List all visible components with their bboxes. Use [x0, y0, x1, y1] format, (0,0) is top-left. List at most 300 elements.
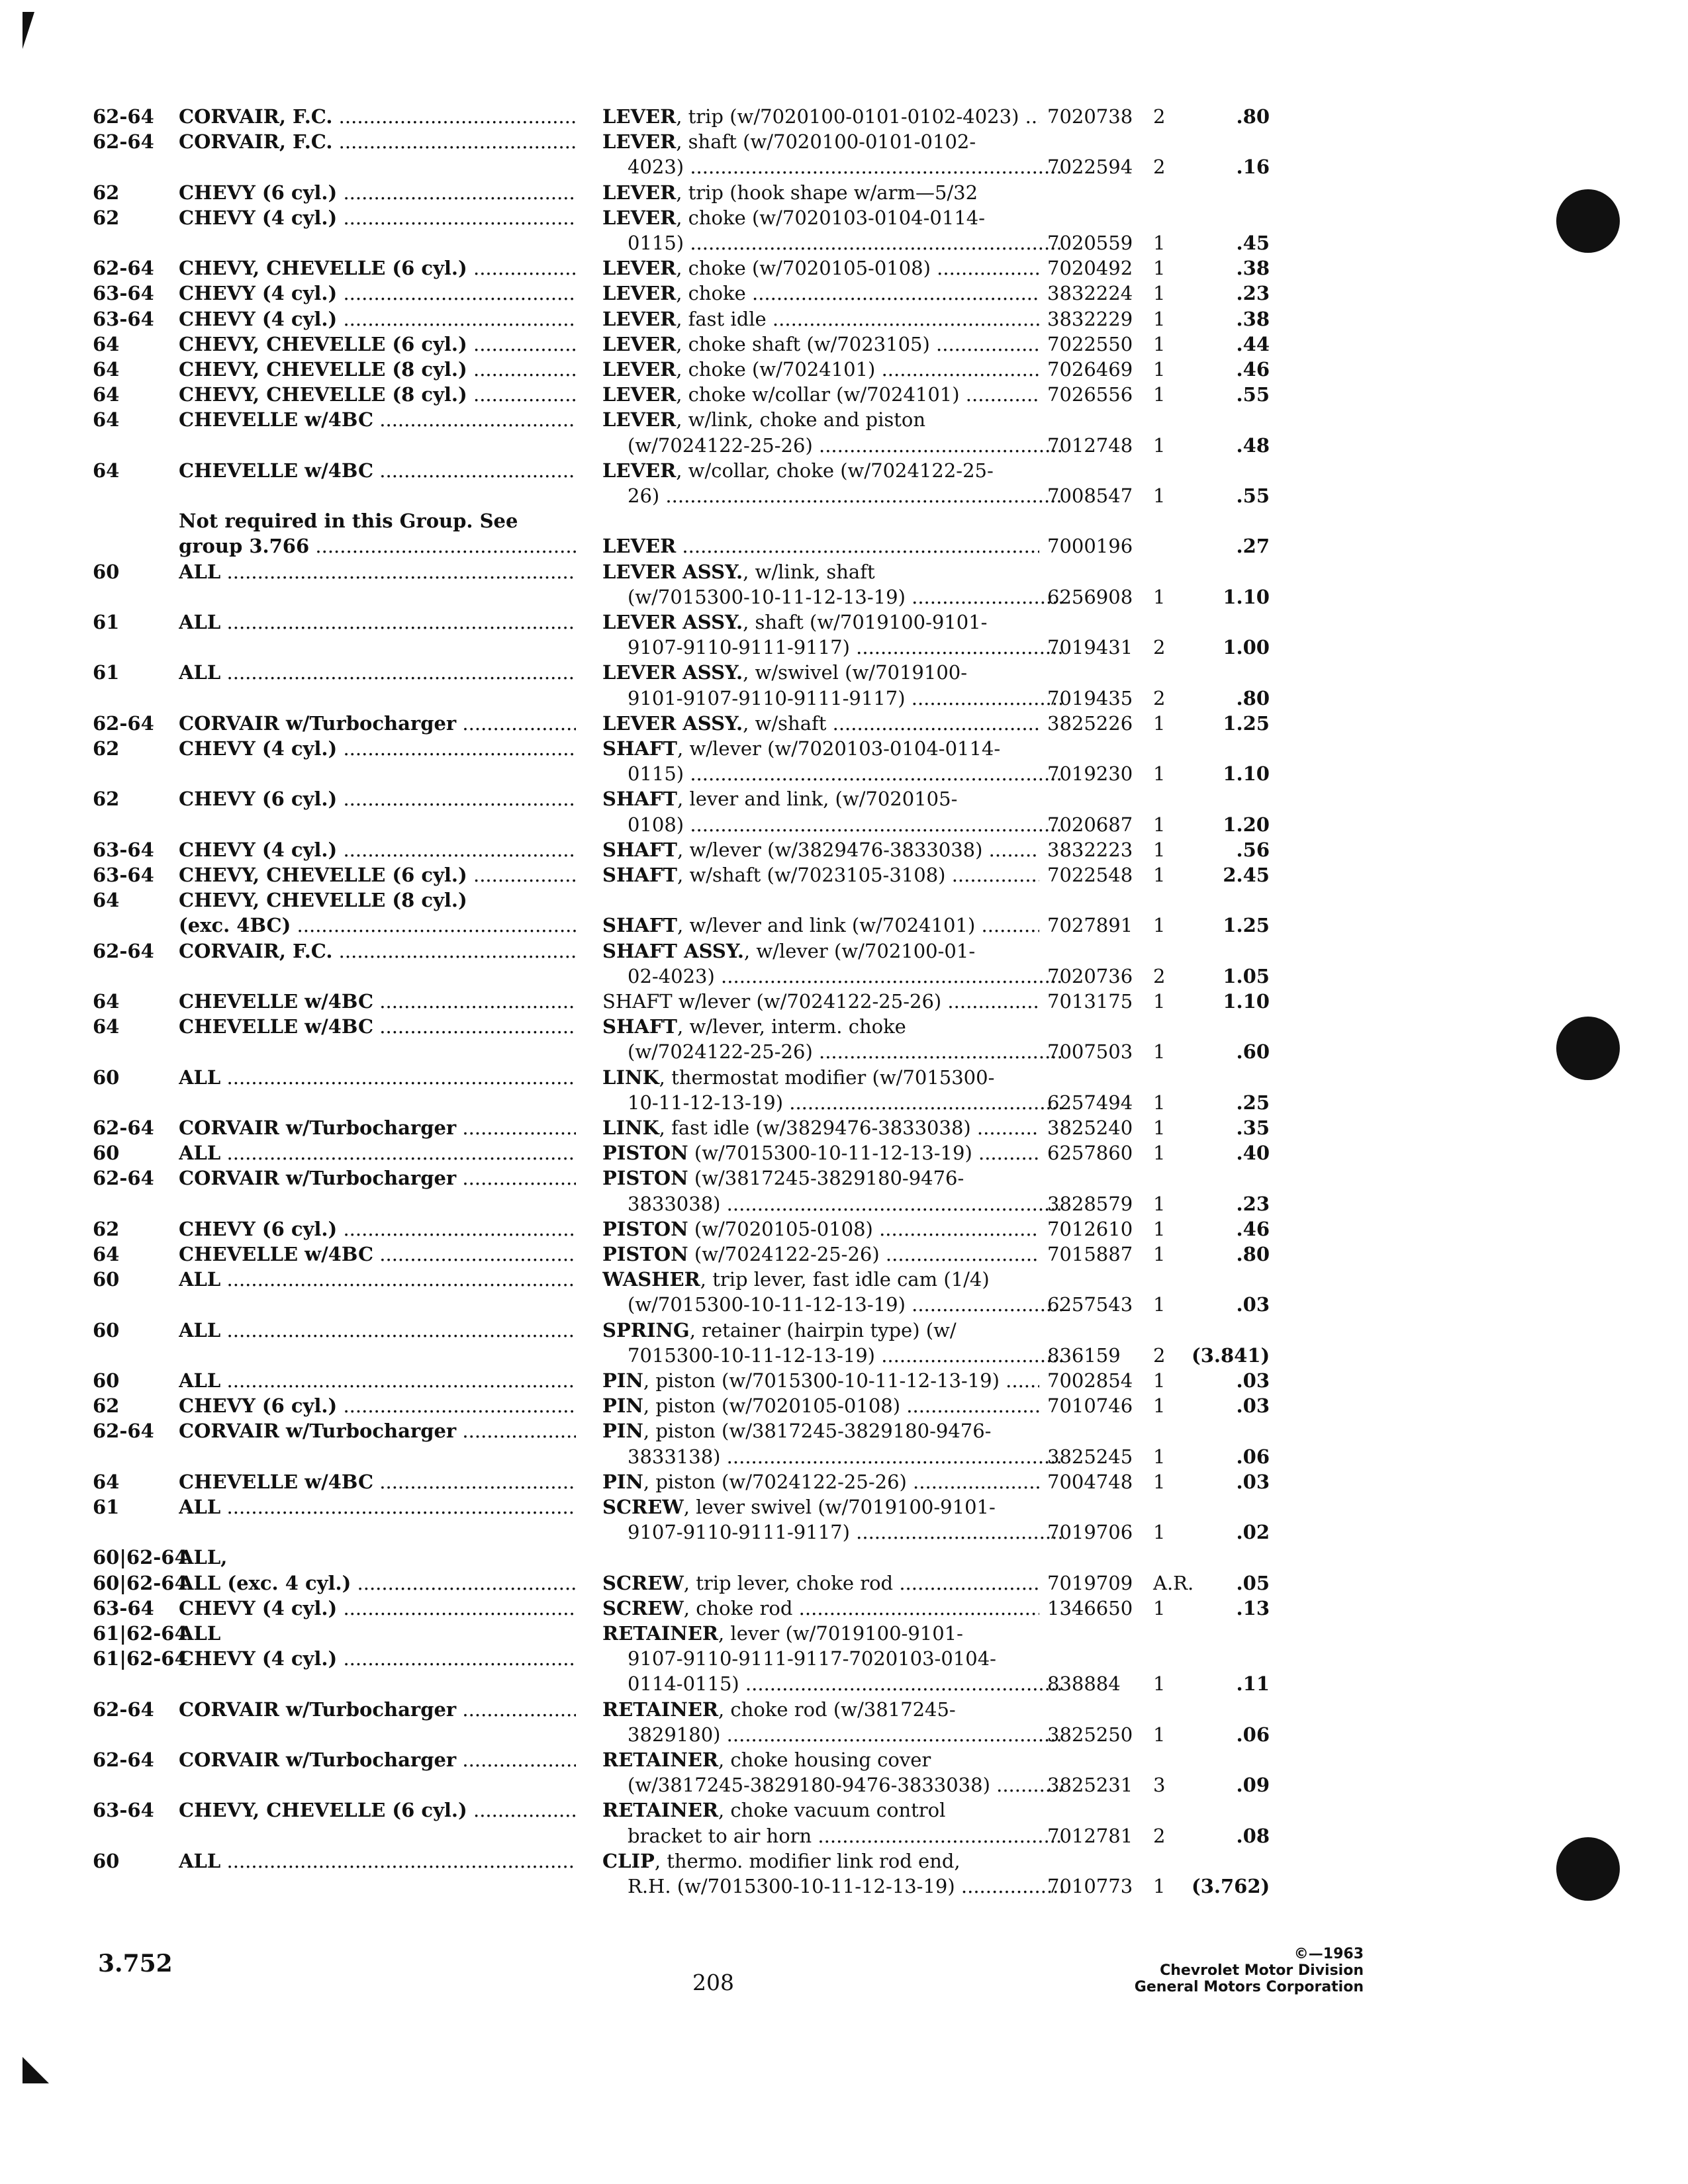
row-description: SHAFT, w/lever, interm. choke — [602, 1015, 906, 1038]
row-quantity: 1 — [1153, 1875, 1166, 1897]
row-quantity: 1 — [1153, 232, 1166, 254]
row-description: R.H. (w/7015300-10-11-12-13-19) ..... — [602, 1874, 1064, 1898]
row-model: ALL ..... — [179, 560, 576, 584]
row-part-number: 7019706 — [1047, 1521, 1133, 1544]
row-price: 1.25 — [1223, 711, 1270, 735]
row-quantity: 1 — [1153, 358, 1166, 381]
row-quantity: 2 — [1153, 156, 1166, 179]
publisher-credit — [1125, 1946, 1364, 1995]
row-quantity: 2 — [1153, 964, 1166, 987]
row-description: LEVER, trip (hook shape w/arm—5/32 — [602, 181, 978, 204]
row-quantity: 1 — [1153, 1723, 1166, 1746]
row-quantity: 1 — [1153, 585, 1166, 608]
row-price: .40 — [1236, 1142, 1270, 1165]
corporation-name: General Motors Corporation — [1134, 1979, 1364, 1995]
row-year: 64 — [93, 1243, 120, 1265]
row-year: 62 — [93, 206, 120, 229]
page-number: 208 — [692, 1970, 734, 1995]
row-price: .08 — [1236, 1824, 1270, 1847]
row-quantity: 1 — [1153, 914, 1166, 937]
row-quantity: 1 — [1153, 1394, 1166, 1418]
row-description: (w/7024122-25-26) ..... — [602, 433, 1064, 457]
row-description: LINK, fast idle (w/3829476-3833038) ..... — [602, 1116, 1039, 1140]
row-year: 62-64 — [93, 105, 154, 128]
row-year: 62 — [93, 1394, 120, 1418]
row-model: CHEVY, CHEVELLE (6 cyl.) ..... — [179, 332, 576, 356]
row-part-number: 7019435 — [1047, 686, 1133, 709]
row-part-number: 7027891 — [1047, 914, 1133, 937]
row-part-number: 7004748 — [1047, 1470, 1133, 1493]
row-model: CHEVY (4 cyl.) ..... — [179, 1647, 576, 1670]
row-model: ALL ..... — [179, 1495, 576, 1519]
row-part-number: 7019230 — [1047, 762, 1133, 786]
row-description: 02-4023) ..... — [602, 964, 1064, 988]
row-year: 63-64 — [93, 1596, 154, 1619]
row-description: LEVER, choke shaft (w/7023105) ..... — [602, 332, 1039, 356]
row-model: CHEVY, CHEVELLE (8 cyl.) — [179, 889, 467, 912]
copyright-notice: ©—1963 — [1293, 1946, 1364, 1962]
row-price: .48 — [1236, 433, 1270, 457]
row-description: LEVER, w/collar, choke (w/7024122-25- — [602, 459, 994, 482]
row-description: 0114-0115) ..... — [602, 1672, 1064, 1696]
row-part-number: 3825250 — [1047, 1723, 1133, 1746]
row-quantity: 1 — [1153, 990, 1166, 1013]
row-part-number: 7020687 — [1047, 813, 1133, 836]
row-model: ALL ..... — [179, 1318, 576, 1342]
row-model: ALL ..... — [179, 1369, 576, 1392]
group-number: 3.752 — [98, 1950, 173, 1978]
row-model: CORVAIR w/Turbocharger ..... — [179, 1698, 576, 1721]
row-part-number: 6256908 — [1047, 585, 1133, 608]
row-description: LEVER, trip (w/7020100-0101-0102-4023) ..... — [602, 105, 1039, 128]
row-description: PISTON (w/7024122-25-26) ..... — [602, 1242, 1039, 1266]
row-price: .02 — [1236, 1521, 1270, 1544]
row-price: 1.10 — [1223, 585, 1270, 608]
row-year: 61 — [93, 1496, 120, 1518]
row-model: ALL (exc. 4 cyl.) ..... — [179, 1571, 576, 1595]
row-year: 63-64 — [93, 282, 154, 305]
row-description: SCREW, trip lever, choke rod ..... — [602, 1571, 1039, 1595]
row-quantity: 1 — [1153, 1116, 1166, 1139]
row-model: CHEVY (4 cyl.) ..... — [179, 206, 576, 230]
row-part-number: 836159 — [1047, 1343, 1121, 1367]
row-model: CORVAIR, F.C. ..... — [179, 130, 576, 154]
row-part-number: 3832223 — [1047, 838, 1133, 861]
row-year: 64 — [93, 990, 120, 1013]
row-quantity: 2 — [1153, 686, 1166, 709]
row-part-number: 7020559 — [1047, 232, 1133, 254]
row-year: 60 — [93, 1369, 120, 1392]
row-quantity: 1 — [1153, 1040, 1166, 1064]
row-quantity: A.R. — [1153, 1571, 1194, 1594]
row-description: LEVER, choke (w/7020103-0104-0114- — [602, 206, 986, 229]
row-year: 60|62-64 — [93, 1546, 188, 1569]
row-description: 26) ..... — [602, 484, 1064, 508]
row-price: .46 — [1236, 358, 1270, 381]
row-price: 1.00 — [1223, 636, 1270, 659]
row-model: CORVAIR, F.C. ..... — [179, 939, 576, 963]
row-model: CHEVY (4 cyl.) ..... — [179, 737, 576, 760]
row-part-number: 7002854 — [1047, 1369, 1133, 1392]
row-model: CORVAIR, F.C. ..... — [179, 105, 576, 128]
row-price: 1.10 — [1223, 762, 1270, 786]
row-price: .80 — [1236, 1243, 1270, 1265]
row-part-number: 3828579 — [1047, 1192, 1133, 1215]
row-price: .23 — [1236, 282, 1270, 305]
row-description: RETAINER, choke housing cover — [602, 1749, 931, 1771]
row-quantity: 1 — [1153, 1142, 1166, 1165]
row-year: 62 — [93, 181, 120, 204]
row-quantity: 1 — [1153, 1596, 1166, 1619]
row-price: .38 — [1236, 257, 1270, 280]
row-model: (exc. 4BC) ..... — [179, 913, 576, 937]
row-description: bracket to air horn ..... — [602, 1824, 1064, 1848]
row-part-number: 7012748 — [1047, 433, 1133, 457]
row-model: CHEVY, CHEVELLE (6 cyl.) ..... — [179, 863, 576, 887]
row-part-number: 7020738 — [1047, 105, 1133, 128]
row-year: 63-64 — [93, 1799, 154, 1822]
row-year: 60 — [93, 1318, 120, 1342]
row-description: 3829180) ..... — [602, 1723, 1064, 1747]
row-description: WASHER, trip lever, fast idle cam (1/4) — [602, 1268, 990, 1291]
row-model: CORVAIR w/Turbocharger ..... — [179, 711, 576, 735]
row-quantity: 2 — [1153, 1343, 1166, 1367]
row-model: CORVAIR w/Turbocharger ..... — [179, 1166, 576, 1190]
row-price: .44 — [1236, 332, 1270, 355]
row-description: SHAFT, w/lever (w/7020103-0104-0114- — [602, 737, 1001, 760]
row-year: 60 — [93, 560, 120, 583]
row-description: RETAINER, choke vacuum control — [602, 1799, 946, 1822]
row-description: SCREW, choke rod ..... — [602, 1596, 1039, 1620]
row-price: .46 — [1236, 1217, 1270, 1240]
row-description: (w/7015300-10-11-12-13-19) ..... — [602, 1293, 1064, 1316]
row-model: CHEVELLE w/4BC ..... — [179, 408, 576, 432]
row-model: CHEVY, CHEVELLE (6 cyl.) ..... — [179, 1798, 576, 1822]
row-quantity: 2 — [1153, 1824, 1166, 1847]
row-part-number: 3825226 — [1047, 711, 1133, 735]
row-part-number: 7015887 — [1047, 1243, 1133, 1265]
row-year: 62 — [93, 788, 120, 811]
row-description: SPRING, retainer (hairpin type) (w/ — [602, 1318, 957, 1342]
row-year: 61|62-64 — [93, 1647, 188, 1670]
row-model: CHEVELLE w/4BC ..... — [179, 1470, 576, 1494]
row-description: SHAFT, lever and link, (w/7020105- — [602, 788, 958, 811]
row-description: SHAFT, w/shaft (w/7023105-3108) ..... — [602, 863, 1039, 887]
row-quantity: 1 — [1153, 762, 1166, 786]
row-description: 9107-9110-9111-9117) ..... — [602, 1520, 1064, 1544]
row-quantity: 3 — [1153, 1774, 1166, 1797]
row-year: 60 — [93, 1849, 120, 1872]
row-description: PISTON (w/3817245-3829180-9476- — [602, 1167, 964, 1190]
row-model: CHEVY, CHEVELLE (6 cyl.) ..... — [179, 256, 576, 280]
row-description: 9107-9110-9111-9117-7020103-0104- — [628, 1647, 996, 1670]
row-part-number: 6257494 — [1047, 1091, 1133, 1114]
row-price: .03 — [1236, 1293, 1270, 1316]
row-quantity: 1 — [1153, 1293, 1166, 1316]
row-description: LEVER, choke (w/7024101) ..... — [602, 357, 1039, 381]
row-model: ALL ..... — [179, 1141, 576, 1165]
row-price: .03 — [1236, 1369, 1270, 1392]
row-price: 1.20 — [1223, 813, 1270, 836]
row-description: CLIP, thermo. modifier link rod end, — [602, 1849, 961, 1872]
row-price: 1.25 — [1223, 914, 1270, 937]
row-year: 62-64 — [93, 257, 154, 280]
row-quantity: 2 — [1153, 636, 1166, 659]
row-description: LEVER ASSY., shaft (w/7019100-9101- — [602, 611, 988, 633]
row-model: CHEVY (4 cyl.) ..... — [179, 838, 576, 862]
row-model: CHEVY (4 cyl.) ..... — [179, 1596, 576, 1620]
row-part-number: 7007503 — [1047, 1040, 1133, 1064]
row-description: 4023) ..... — [602, 155, 1064, 179]
row-quantity: 1 — [1153, 282, 1166, 305]
row-year: 62 — [93, 1217, 120, 1240]
row-price: 2.45 — [1223, 864, 1270, 886]
row-part-number: 6257860 — [1047, 1142, 1133, 1165]
row-model: CHEVELLE w/4BC ..... — [179, 989, 576, 1013]
row-year: 64 — [93, 332, 120, 355]
row-year: 62-64 — [93, 939, 154, 962]
row-quantity: 1 — [1153, 864, 1166, 886]
row-description: LEVER, choke ..... — [602, 281, 1039, 305]
row-year: 62-64 — [93, 1420, 154, 1443]
row-model: ALL ..... — [179, 1849, 576, 1873]
row-price: .80 — [1236, 105, 1270, 128]
row-price: .38 — [1236, 307, 1270, 330]
row-description: 9101-9107-9110-9111-9117) ..... — [602, 686, 1064, 710]
row-description: SCREW, lever swivel (w/7019100-9101- — [602, 1496, 996, 1518]
row-description: LEVER, fast idle ..... — [602, 307, 1039, 331]
row-part-number: 7022550 — [1047, 332, 1133, 355]
row-year: 60 — [93, 1066, 120, 1089]
row-description: SHAFT w/lever (w/7024122-25-26) ..... — [602, 989, 1039, 1013]
row-quantity: 1 — [1153, 332, 1166, 355]
row-description: LEVER ASSY., w/swivel (w/7019100- — [602, 661, 968, 684]
row-year: 62-64 — [93, 1749, 154, 1771]
row-description: SHAFT, w/lever (w/3829476-3833038) ..... — [602, 838, 1039, 862]
row-year: 61|62-64 — [93, 1622, 188, 1645]
row-description: 0115) ..... — [602, 231, 1064, 255]
row-model: CHEVELLE w/4BC ..... — [179, 1015, 576, 1038]
row-description: 0115) ..... — [602, 762, 1064, 786]
row-quantity: 1 — [1153, 1243, 1166, 1265]
row-quantity: 1 — [1153, 484, 1166, 507]
row-model: CHEVY, CHEVELLE (8 cyl.) ..... — [179, 383, 576, 406]
row-model: CHEVY (4 cyl.) ..... — [179, 281, 576, 305]
row-description: LEVER, w/link, choke and piston — [602, 408, 926, 432]
row-description: LEVER ASSY., w/shaft ..... — [602, 711, 1039, 735]
row-quantity: 1 — [1153, 1470, 1166, 1493]
row-price: (3.762) — [1192, 1875, 1270, 1897]
row-part-number: 7019431 — [1047, 636, 1133, 659]
row-description: (w/3817245-3829180-9476-3833038) ..... — [602, 1773, 1064, 1797]
row-year: 61 — [93, 611, 120, 633]
row-price: .11 — [1236, 1672, 1270, 1696]
row-price: .56 — [1236, 838, 1270, 861]
row-quantity: 1 — [1153, 838, 1166, 861]
row-part-number: 7020492 — [1047, 257, 1133, 280]
row-year: 62 — [93, 737, 120, 760]
row-model: ALL, — [179, 1546, 228, 1569]
row-model: ALL ..... — [179, 1267, 576, 1291]
row-quantity: 1 — [1153, 813, 1166, 836]
row-year: 61 — [93, 661, 120, 684]
row-year: 64 — [93, 459, 120, 482]
row-part-number: 7022594 — [1047, 156, 1133, 179]
row-model: CHEVY (6 cyl.) ..... — [179, 1394, 576, 1418]
row-year: 62-64 — [93, 1116, 154, 1139]
row-description: LEVER ..... — [602, 534, 1039, 558]
row-description: PISTON (w/7015300-10-11-12-13-19) ..... — [602, 1141, 1039, 1165]
row-part-number: 1346650 — [1047, 1596, 1133, 1619]
row-price: .03 — [1236, 1470, 1270, 1493]
row-price: .25 — [1236, 1091, 1270, 1114]
row-part-number: 7012610 — [1047, 1217, 1133, 1240]
row-year: 63-64 — [93, 838, 154, 861]
row-quantity: 1 — [1153, 433, 1166, 457]
row-description: 3833038) ..... — [602, 1192, 1064, 1216]
row-price: .03 — [1236, 1394, 1270, 1418]
row-description: 3833138) ..... — [602, 1445, 1064, 1469]
row-year: 62-64 — [93, 711, 154, 735]
row-part-number: 838884 — [1047, 1672, 1121, 1696]
row-description: LEVER, choke w/collar (w/7024101) ..... — [602, 383, 1039, 406]
row-quantity: 2 — [1153, 105, 1166, 128]
row-model: CHEVY (6 cyl.) ..... — [179, 1217, 576, 1241]
row-description: PIN, piston (w/7024122-25-26) ..... — [602, 1470, 1039, 1494]
row-part-number: 7026556 — [1047, 383, 1133, 406]
row-year: 60 — [93, 1142, 120, 1165]
row-year: 62-64 — [93, 1698, 154, 1721]
row-part-number: 3825240 — [1047, 1116, 1133, 1139]
row-description: RETAINER, lever (w/7019100-9101- — [602, 1622, 963, 1645]
row-price: .35 — [1236, 1116, 1270, 1139]
row-part-number: 7022548 — [1047, 864, 1133, 886]
row-year: 62-64 — [93, 1167, 154, 1190]
row-price: .23 — [1236, 1192, 1270, 1215]
row-part-number: 3832229 — [1047, 307, 1133, 330]
row-year: 62-64 — [93, 130, 154, 154]
row-price: .09 — [1236, 1774, 1270, 1797]
row-price: .60 — [1236, 1040, 1270, 1064]
row-description: (w/7015300-10-11-12-13-19) ..... — [602, 585, 1064, 609]
row-model: CHEVY (6 cyl.) ..... — [179, 787, 576, 811]
row-year: 64 — [93, 408, 120, 432]
row-model: CHEVELLE w/4BC ..... — [179, 1242, 576, 1266]
row-description: LEVER ASSY., w/link, shaft — [602, 560, 875, 583]
row-price: .45 — [1236, 232, 1270, 254]
row-description: LINK, thermostat modifier (w/7015300- — [602, 1066, 995, 1089]
row-part-number: 7019709 — [1047, 1571, 1133, 1594]
row-price: .06 — [1236, 1723, 1270, 1746]
row-year: 64 — [93, 1015, 120, 1038]
row-description: PIN, piston (w/7015300-10-11-12-13-19) ..... — [602, 1369, 1039, 1392]
row-description: SHAFT ASSY., w/lever (w/702100-01- — [602, 939, 976, 962]
row-model: CORVAIR w/Turbocharger ..... — [179, 1116, 576, 1140]
row-year: 60 — [93, 1268, 120, 1291]
row-description: (w/7024122-25-26) ..... — [602, 1040, 1064, 1064]
row-part-number: 7010773 — [1047, 1875, 1133, 1897]
row-quantity: 1 — [1153, 1521, 1166, 1544]
row-year: 64 — [93, 358, 120, 381]
row-model: CHEVELLE w/4BC ..... — [179, 459, 576, 482]
row-description: LEVER, choke (w/7020105-0108) ..... — [602, 256, 1039, 280]
row-model: group 3.766 ..... — [179, 534, 576, 558]
row-quantity: 1 — [1153, 1217, 1166, 1240]
row-model: ALL ..... — [179, 1066, 576, 1089]
row-year: 64 — [93, 383, 120, 406]
row-price: .05 — [1236, 1571, 1270, 1594]
row-year: 64 — [93, 889, 120, 912]
row-part-number: 7008547 — [1047, 484, 1133, 507]
row-price: .55 — [1236, 484, 1270, 507]
division-name: Chevrolet Motor Division — [1160, 1962, 1364, 1979]
row-model: CORVAIR w/Turbocharger ..... — [179, 1748, 576, 1772]
row-quantity: 1 — [1153, 257, 1166, 280]
row-price: (3.841) — [1192, 1343, 1270, 1367]
row-description: PISTON (w/7020105-0108) ..... — [602, 1217, 1039, 1241]
row-part-number: 3825245 — [1047, 1445, 1133, 1468]
row-model: ALL ..... — [179, 660, 576, 684]
row-description: RETAINER, choke rod (w/3817245- — [602, 1698, 956, 1721]
row-part-number: 7026469 — [1047, 358, 1133, 381]
row-quantity: 1 — [1153, 1091, 1166, 1114]
row-quantity: 1 — [1153, 1672, 1166, 1696]
row-model: ALL ..... — [179, 610, 576, 634]
row-model: CORVAIR w/Turbocharger ..... — [179, 1419, 576, 1443]
row-quantity: 1 — [1153, 1192, 1166, 1215]
row-price: .13 — [1236, 1596, 1270, 1619]
row-quantity: 1 — [1153, 1369, 1166, 1392]
row-part-number: 6257543 — [1047, 1293, 1133, 1316]
row-part-number: 7012781 — [1047, 1824, 1133, 1847]
row-model: CHEVY, CHEVELLE (8 cyl.) ..... — [179, 357, 576, 381]
row-model: CHEVY (6 cyl.) ..... — [179, 181, 576, 205]
row-quantity: 1 — [1153, 307, 1166, 330]
row-description: 10-11-12-13-19) ..... — [602, 1091, 1064, 1115]
row-price: .80 — [1236, 686, 1270, 709]
row-part-number: 7000196 — [1047, 535, 1133, 558]
row-quantity: 1 — [1153, 1445, 1166, 1468]
row-year: 64 — [93, 1470, 120, 1493]
row-description: PIN, piston (w/3817245-3829180-9476- — [602, 1420, 992, 1443]
row-year: 63-64 — [93, 307, 154, 330]
row-price: 1.10 — [1223, 990, 1270, 1013]
row-price: .55 — [1236, 383, 1270, 406]
row-model: CHEVY (4 cyl.) ..... — [179, 307, 576, 331]
row-description: SHAFT, w/lever and link (w/7024101) ..... — [602, 913, 1039, 937]
row-year: 60|62-64 — [93, 1571, 188, 1594]
row-description: 9107-9110-9111-9117) ..... — [602, 635, 1064, 659]
row-description: LEVER, shaft (w/7020100-0101-0102- — [602, 130, 976, 154]
row-part-number: 7020736 — [1047, 964, 1133, 987]
row-model: Not required in this Group. See — [179, 510, 518, 533]
row-part-number: 3832224 — [1047, 282, 1133, 305]
row-quantity: 1 — [1153, 711, 1166, 735]
row-description: PIN, piston (w/7020105-0108) ..... — [602, 1394, 1039, 1418]
row-part-number: 7010746 — [1047, 1394, 1133, 1418]
row-price: 1.05 — [1223, 964, 1270, 987]
row-price: .16 — [1236, 156, 1270, 179]
row-price: .27 — [1236, 535, 1270, 558]
row-model: ALL — [179, 1622, 221, 1645]
row-price: .06 — [1236, 1445, 1270, 1468]
row-part-number: 7013175 — [1047, 990, 1133, 1013]
row-description: 7015300-10-11-12-13-19) ..... — [602, 1343, 1064, 1367]
row-description: 0108) ..... — [602, 813, 1064, 837]
row-year: 63-64 — [93, 864, 154, 886]
row-part-number: 3825231 — [1047, 1774, 1133, 1797]
row-quantity: 1 — [1153, 383, 1166, 406]
